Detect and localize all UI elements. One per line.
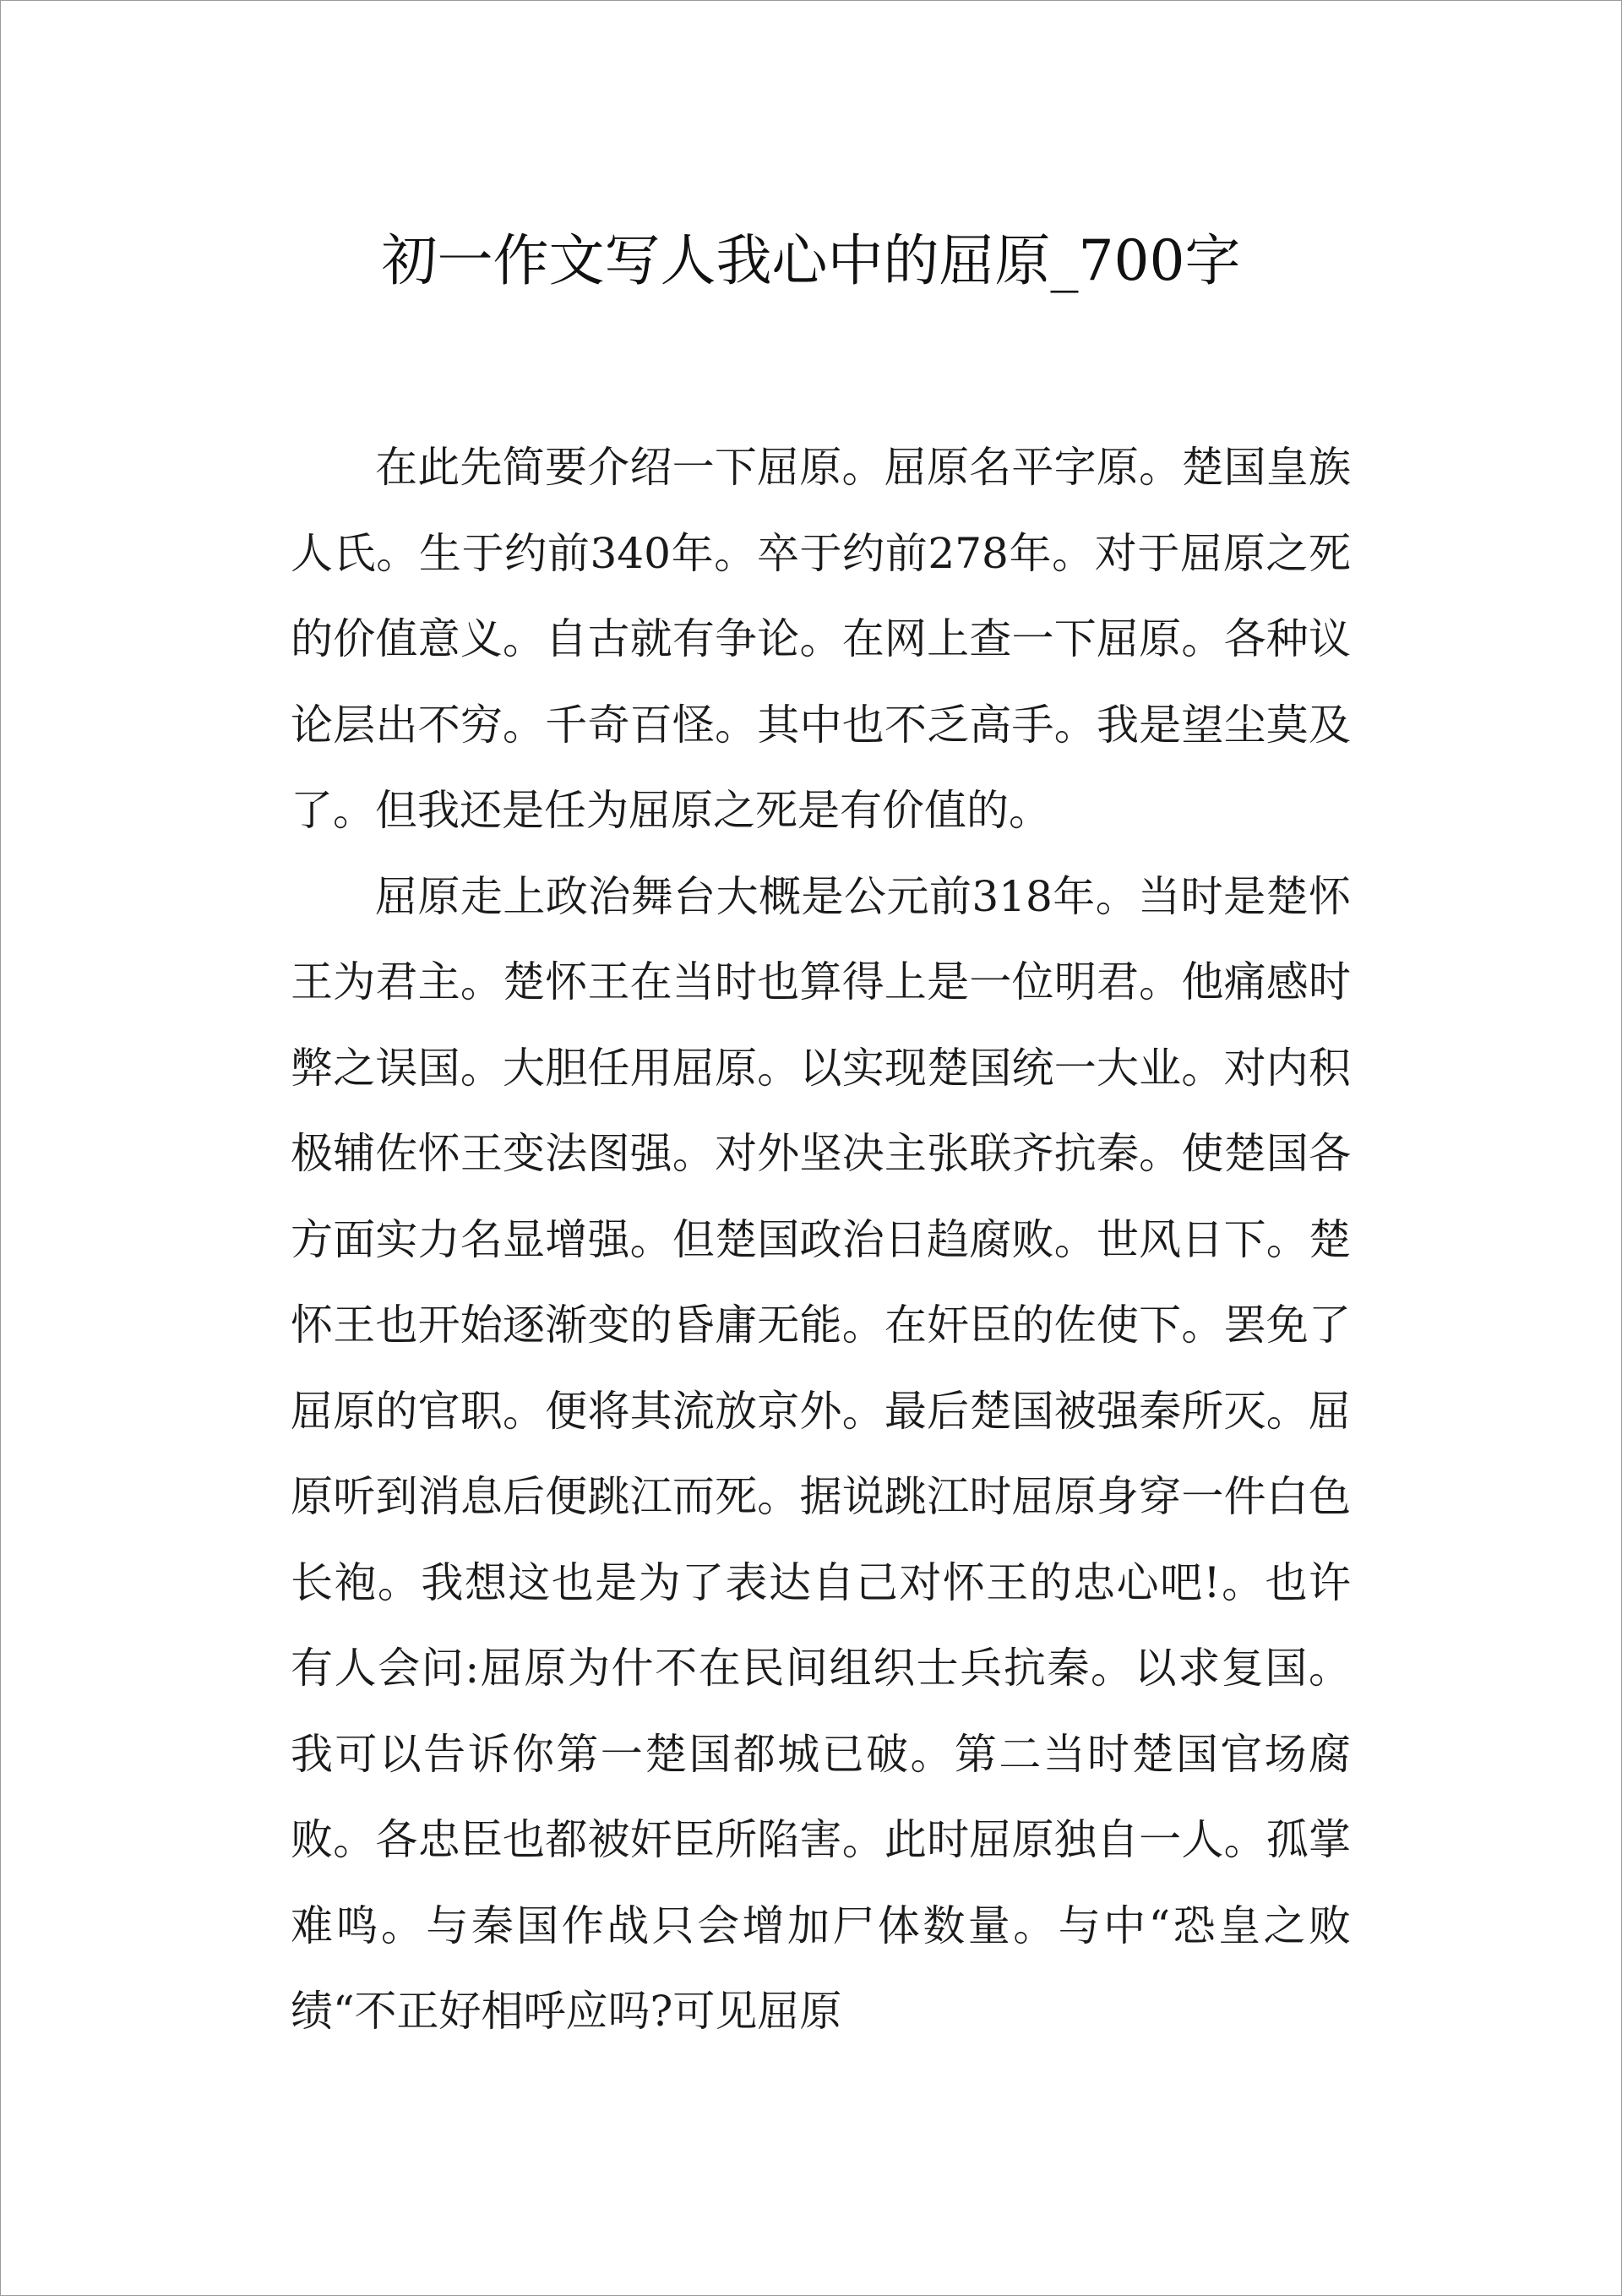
paragraph: 屈原走上政治舞台大概是公元前318年。当时是楚怀王为君主。楚怀王在当时也算得上是一位明君。他痛感时弊之误国。大胆任用屈原。以实现楚国统一大业。对内积极辅佐怀王变法图强。对外坚决主张联齐抗秦。使楚国各方面实力名显增强。但楚国政治日趋腐败。世风日下。楚怀王也开始逐渐变的昏庸无能。在奸臣的佐使下。罢免了屈原的官职。便将其流放京外。最后楚国被强秦所灭。屈原听到消息后便跳江而死。据说跳江时屈原身穿一件白色长袍。我想这也是为了表达自己对怀王的忠心吧!。也许有人会问:屈原为什不在民间组织士兵抗秦。以求复国。我可以告诉你第一楚国都城已破。第二当时楚国官场腐败。各忠臣也都被奸臣所陷害。此时屈原独自一人。孤掌难鸣。与秦国作战只会增加尸体数量。与中“恐皇之败绩“不正好相呼应吗?可见屈原 bbox=[291, 871, 1351, 2036]
paragraph: 在此先简要介绍一下屈原。屈原名平字原。楚国皇族人氏。生于约前340年。卒于约前278年。对于屈原之死的价值意义。自古就有争论。在网上查一下屈原。各种议论层出不穷。千奇百怪。其中也不乏高手。我是望尘莫及了。但我还是任为屈原之死是有价值的。 bbox=[291, 443, 1351, 835]
document-body bbox=[291, 425, 1351, 2055]
document-title: 初一作文写人我心中的屈原_700字 bbox=[381, 228, 1241, 293]
